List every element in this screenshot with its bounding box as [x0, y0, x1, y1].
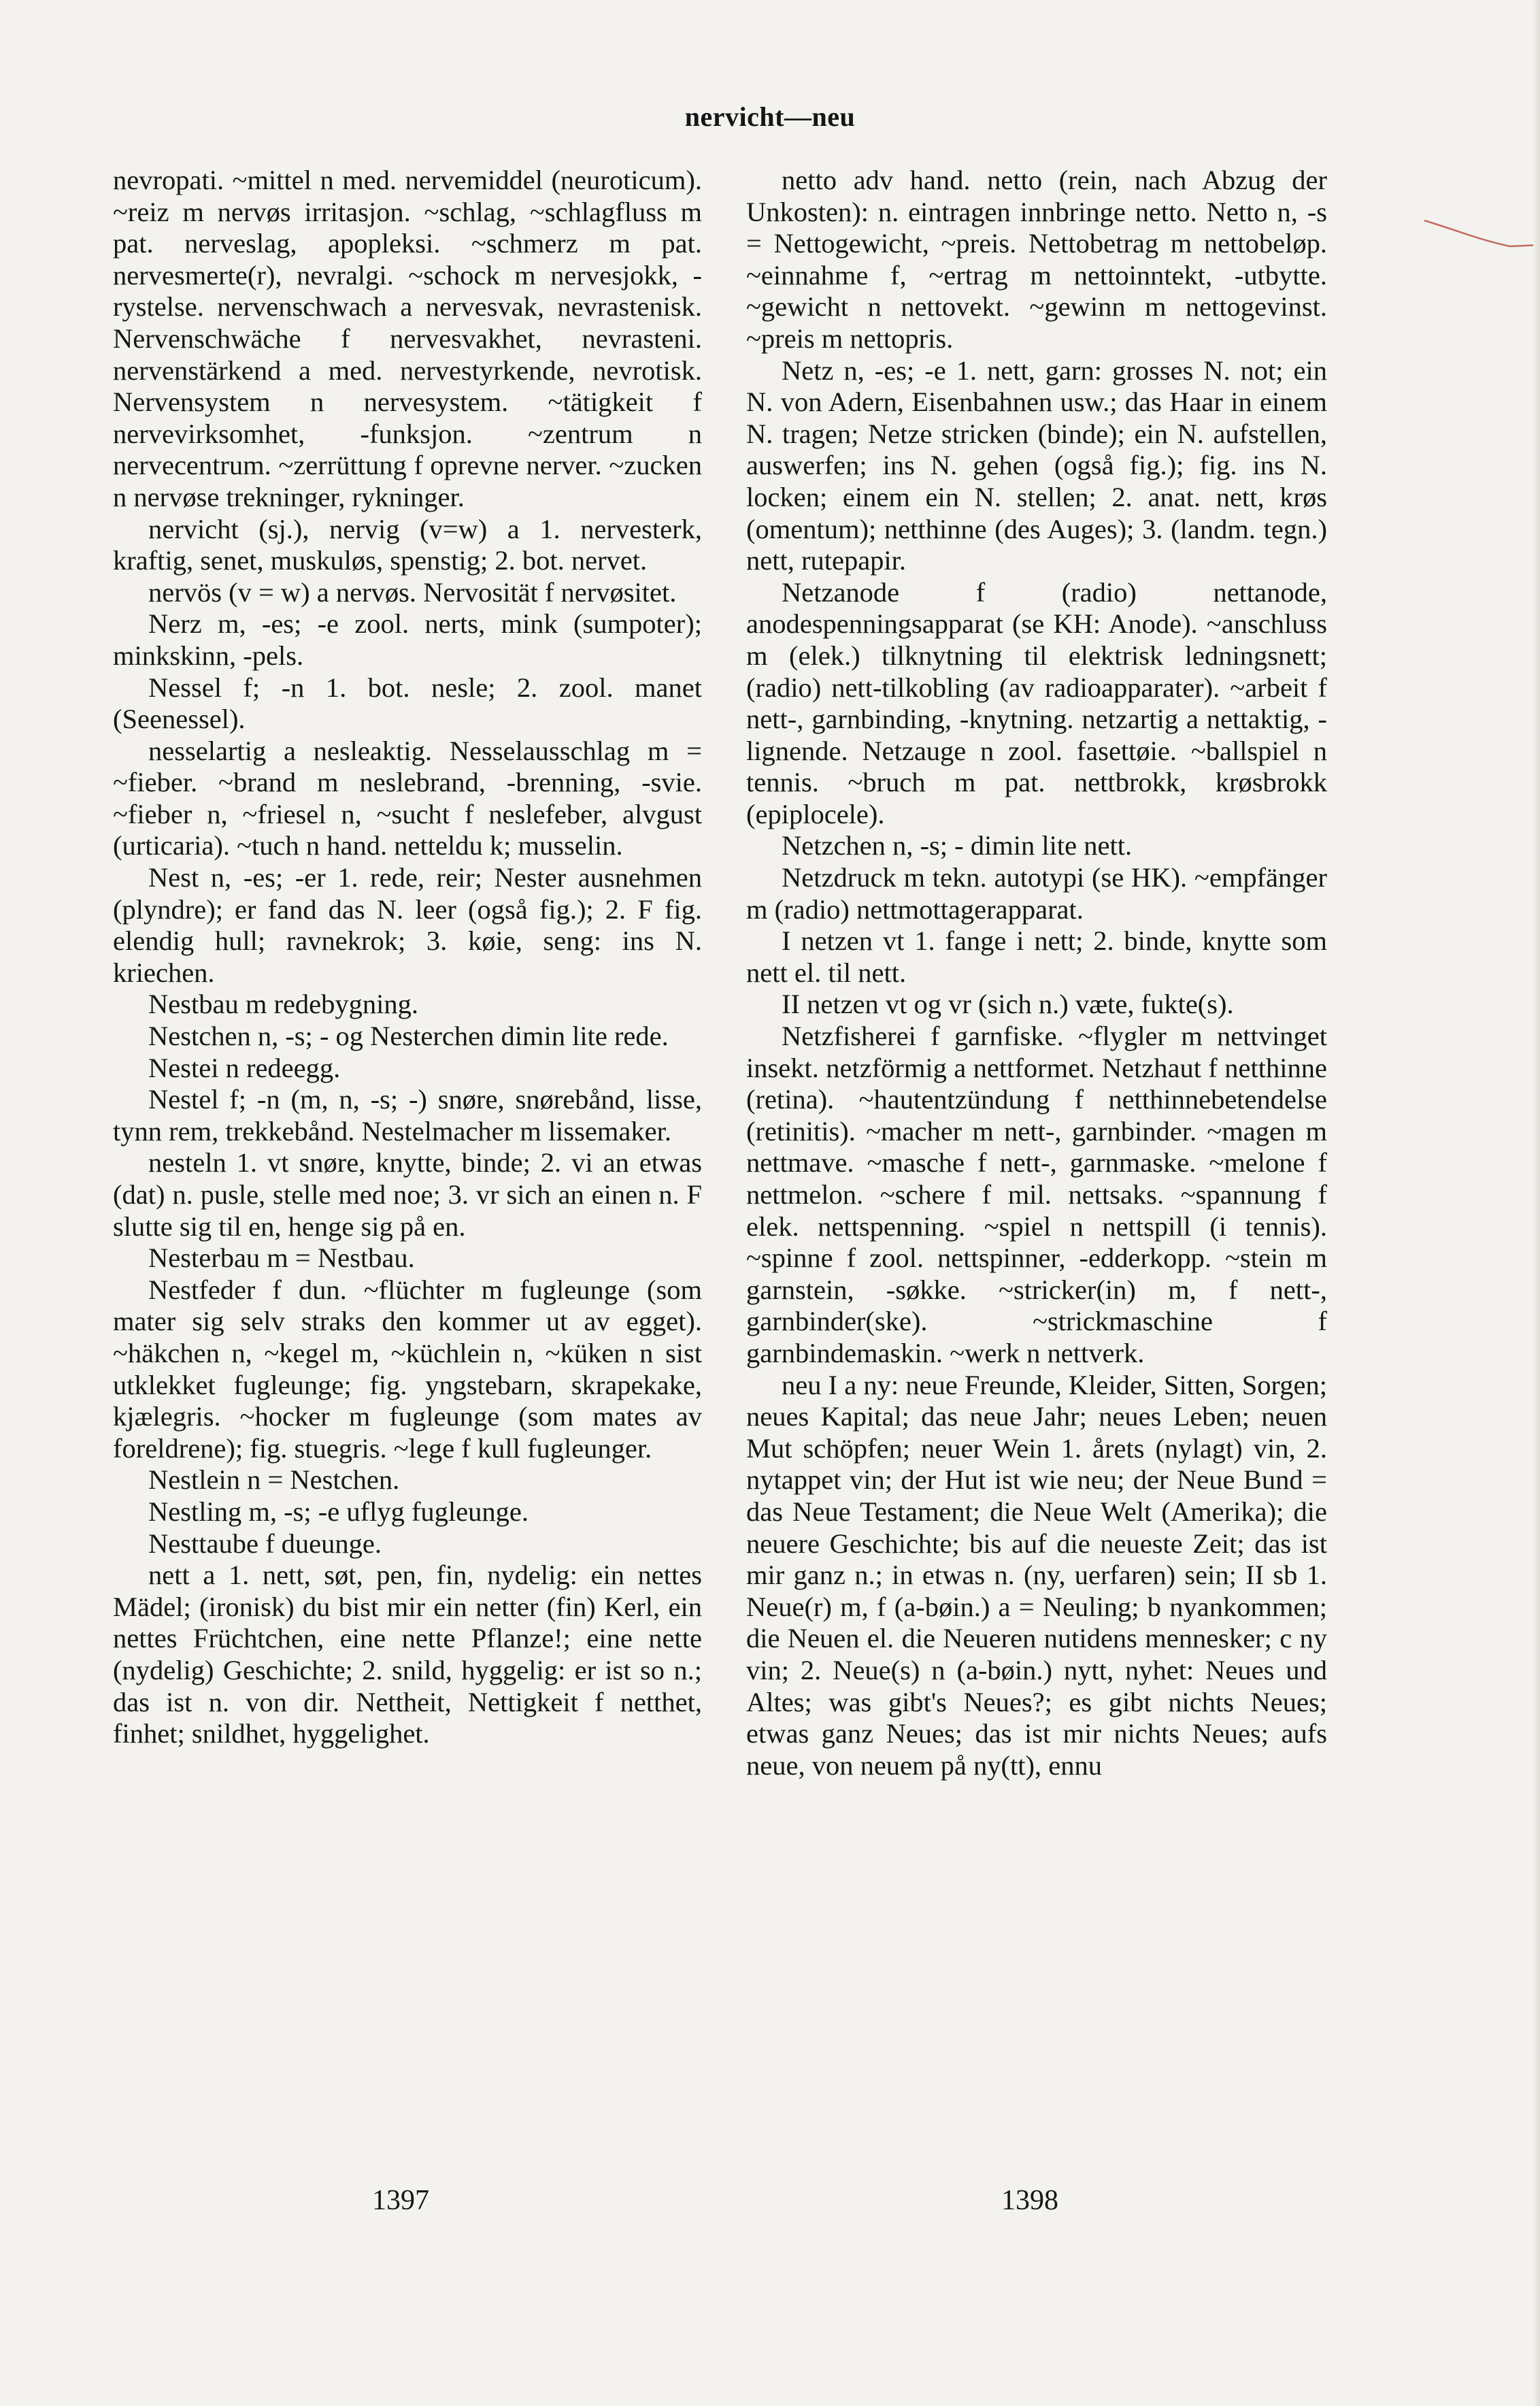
right-column	[746, 165, 1327, 1781]
dictionary-entry: Netz n, -es; -e 1. nett, garn: grosses N. not; ein N. von Adern, Eisenbahnen usw.; das Haar in einem N. tragen; Netze stricken (binde); ein N. aufstellen, auswerfen; ins N. gehen (også fig.); fig. ins N. locken; einem ein N. stellen; 2. anat. nett, krøs (omentum); netthinne (des Auges); 3. (landm. tegn.) nett, rutepapir.	[746, 355, 1327, 576]
dictionary-entry: Nerz m, -es; -e zool. nerts, mink (sumpoter); minkskinn, -pels.	[113, 608, 702, 671]
running-head: nervicht—neu	[684, 101, 856, 132]
dictionary-entry: Nest n, -es; -er 1. rede, reir; Nester ausnehmen (plyndre); er fand das N. leer (også fig.); 2. F fig. elendig hull; ravnekrok; 3. køie, seng: ins N. kriechen.	[113, 862, 702, 988]
dictionary-entry: Netzchen n, -s; - dimin lite nett.	[782, 830, 1133, 861]
pencil-stroke	[1424, 220, 1540, 246]
dictionary-entry: Nesterbau m = Nestbau.	[148, 1242, 415, 1274]
dictionary-entry: nett a 1. nett, søt, pen, fin, nydelig: ein nettes Mädel; (ironisk) du bist mir ein netter (fin) Kerl, ein nettes Früchtchen, eine nette Pflanze!; eine nette (nydelig) Geschichte; 2. snild, hyggelig: er ist so n.; das ist n. von dir. Nettheit, Nettigkeit f netthet, finhet; snildhet, hyggelighet.	[113, 1560, 702, 1749]
dictionary-entry: Nestchen n, -s; - og Nesterchen dimin lite rede.	[148, 1021, 669, 1052]
dictionary-entry: nesselartig a nesleaktig. Nesselausschlag m = ~fieber. ~brand m neslebrand, -brenning, -svie. ~fieber n, ~friesel n, ~sucht f neslefeber, alvgust (urticaria). ~tuch n hand. netteldu k; musselin.	[113, 735, 702, 861]
dictionary-entry: nervös (v = w) a nervøs. Nervosität f nervøsitet.	[148, 576, 677, 608]
dictionary-entry: nervicht (sj.), nervig (v=w) a 1. nervesterk, kraftig, senet, muskuløs, spenstig; 2. bot. nervet.	[113, 513, 702, 576]
dictionary-entry: Netzanode f (radio) nettanode, anodespenningsapparat (se KH: Anode). ~anschluss m (elek.) tilknytning til elektrisk ledningsnett; (radio) nett-tilkobling (av radioapparater). ~arbeit f nett-, garnbinding, -knytning. netzartig a nettaktig, -lignende. Netzauge n zool. fasettøie. ~ballspiel n tennis. ~bruch m pat. nettbrokk, krøsbrokk (epiplocele).	[746, 576, 1327, 829]
dictionary-entry: neu I a ny: neue Freunde, Kleider, Sitten, Sorgen; neues Kapital; das neue Jahr; neues Leben; neuen Mut schöpfen; neuer Wein 1. årets (nylagt) vin, 2. nytappet vin; der Hut ist wie neu; der Neue Bund = das Neue Testament; die Neue Welt (Amerika); die neuere Geschichte; bis auf die neueste Zeit; das ist mir ganz n.; in etwas n. (ny, uerfaren) sein; II sb 1. Neue(r) m, f (a-bøin.) a = Neuling; b nyankommen; die Neuen el. die Neueren nutidens mennesker; c ny vin; 2. Neue(s) n (a-bøin.) nytt, nyhet: Neues und Altes; was gibt's Neues?; es gibt nichts Neues; etwas ganz Neues; das ist mir nichts Neues; aufs neue, von neuem på ny(tt), ennu	[746, 1369, 1327, 1781]
dictionary-entry: I netzen vt 1. fange i nett; 2. binde, knytte som nett el. til nett.	[746, 925, 1327, 988]
dictionary-entry: Nesttaube f dueunge.	[148, 1528, 382, 1559]
page-number-left: 1397	[372, 2185, 429, 2216]
left-column	[113, 165, 702, 1750]
dictionary-entry: netto adv hand. netto (rein, nach Abzug der Unkosten): n. eintragen innbringe netto. Netto n, -s = Nettogewicht, ~preis. Nettobetrag m nettobeløp. ~einnahme f, ~ertrag m nettoinntekt, -utbytte. ~gewicht n nettovekt. ~gewinn m nettogevinst. ~preis m nettopris.	[746, 165, 1327, 354]
pencil-mark-icon	[1422, 205, 1540, 253]
dictionary-entry: Nestfeder f dun. ~flüchter m fugleunge (som mater sig selv straks den kommer ut av egget). ~häkchen n, ~kegel m, ~küchlein n, ~küken n sist utklekket fugleunge; fig. yngstebarn, skrapekake, kjælegris. ~hocker m fugleunge (som mates av foreldrene); fig. stuegris. ~lege f kull fugleunger.	[113, 1274, 702, 1464]
dictionary-entry: Nestel f; -n (m, n, -s; -) snøre, snørebånd, lisse, tynn rem, trekkebånd. Nestelmacher m lissemaker.	[113, 1084, 702, 1147]
dictionary-entry: Nestlein n = Nestchen.	[148, 1464, 400, 1496]
page-number-right: 1398	[1001, 2185, 1058, 2216]
dictionary-entry: Nessel f; -n 1. bot. nesle; 2. zool. manet (Seenessel).	[113, 672, 702, 735]
dictionary-entry: II netzen vt og vr (sich n.) væte, fukte(s).	[782, 989, 1234, 1020]
dictionary-entry: Netzfisherei f garnfiske. ~flygler m nettvinget insekt. netzförmig a nettformet. Netzhaut f netthinne (retina). ~hautentzündung f netthinnebetendelse (retinitis). ~macher m nett-, garnbinder. ~magen m nettmave. ~masche f nett-, garnmaske. ~melone f nettmelon. ~schere f mil. nettsaks. ~spannung f elek. nettspenning. ~spiel n nettspill (i tennis). ~spinne f zool. nettspinner, -edderkopp. ~stein m garnstein, -søkke. ~stricker(in) m, f nett-, garnbinder(ske). ~strickmaschine f garnbindemaskin. ~werk n nettverk.	[746, 1021, 1327, 1368]
dictionary-entry: Nestbau m redebygning.	[148, 989, 419, 1020]
dictionary-entry: Nestling m, -s; -e uflyg fugleunge.	[148, 1496, 529, 1527]
dictionary-entry: nevropati. ~mittel n med. nervemiddel (neuroticum). ~reiz m nervøs irritasjon. ~schlag, ~schlagfluss m pat. nerveslag, apopleksi. ~schmerz m pat. nervesmerte(r), nevralgi. ~schock m nervesjokk, -rystelse. nervenschwach a nervesvak, nevrastenisk. Nervenschwäche f nervesvakhet, nevrasteni. nervenstärkend a med. nervestyrkende, nevrotisk. Nervensystem n nervesystem. ~tätigkeit f nervevirksomhet, -funksjon. ~zentrum n nervecentrum. ~zerrüttung f oprevne nerver. ~zucken n nervøse trekninger, rykninger.	[113, 165, 702, 512]
dictionary-entry: Netzdruck m tekn. autotypi (se HK). ~empfänger m (radio) nettmottagerapparat.	[746, 862, 1327, 925]
dictionary-entry: Nestei n redeegg.	[148, 1052, 341, 1083]
page-edge-shadow	[1533, 0, 1540, 2406]
dictionary-entry: nesteln 1. vt snøre, knytte, binde; 2. vi an etwas (dat) n. pusle, stelle med noe; 3. vr sich an einen n. F slutte sig til en, henge sig på en.	[113, 1147, 702, 1242]
